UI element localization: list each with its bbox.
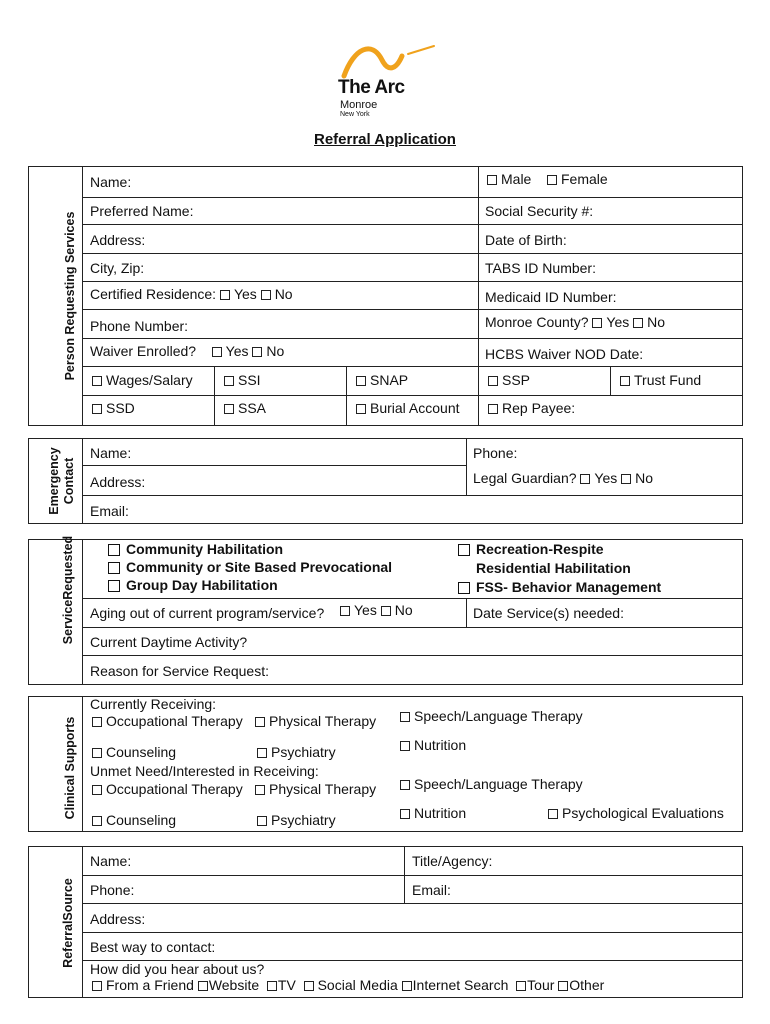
current-nutrition[interactable]: Nutrition [400, 737, 466, 753]
logo-name: The Arc [338, 77, 405, 98]
referral-section-label: ReferralSource [61, 878, 75, 968]
checkbox-icon[interactable] [92, 717, 102, 727]
income-rep-payee[interactable]: Rep Payee: [488, 400, 575, 416]
checkbox-icon[interactable] [620, 376, 630, 386]
income-burial[interactable]: Burial Account [356, 400, 460, 416]
unmet-speech[interactable]: Speech/Language Therapy [400, 776, 583, 792]
checkbox-icon[interactable] [402, 981, 412, 991]
preferred-name-label[interactable]: Preferred Name: [90, 203, 194, 219]
referral-email-label[interactable]: Email: [412, 882, 451, 898]
referral-name-label[interactable]: Name: [90, 853, 132, 869]
checkbox-icon[interactable] [548, 809, 558, 819]
checkbox-icon[interactable] [92, 376, 102, 386]
unmet-ot[interactable]: Occupational Therapy [92, 781, 243, 797]
emergency-name-label[interactable]: Name: [90, 445, 132, 461]
checkbox-icon[interactable] [580, 474, 590, 484]
service-site-prevoc[interactable]: Community or Site Based Prevocational [108, 559, 392, 575]
certified-residence[interactable]: Certified Residence: Yes No [90, 286, 293, 302]
hcbs-label[interactable]: HCBS Waiver NOD Date: [485, 346, 644, 362]
how-hear-options[interactable] [92, 977, 604, 993]
current-psychiatry[interactable]: Psychiatry [257, 744, 336, 760]
checkbox-icon[interactable] [108, 580, 120, 592]
legal-guardian[interactable]: Legal Guardian? Yes No [473, 470, 654, 486]
option-internet[interactable]: Internet Search [402, 977, 509, 993]
emergency-label-2: Contact [62, 457, 76, 505]
checkbox-icon[interactable] [255, 785, 265, 795]
checkbox-icon[interactable] [92, 748, 102, 758]
checkbox-icon[interactable] [381, 606, 391, 616]
tabs-id-label[interactable]: TABS ID Number: [485, 260, 596, 276]
aging-out-question[interactable]: Aging out of current program/service? [90, 605, 325, 621]
income-snap[interactable]: SNAP [356, 372, 408, 388]
option-other[interactable]: Other [558, 977, 604, 993]
income-ssa[interactable]: SSA [224, 400, 266, 416]
aging-out-options[interactable]: Yes No [340, 602, 413, 618]
checkbox-icon[interactable] [252, 347, 262, 357]
checkbox-icon[interactable] [92, 404, 102, 414]
checkbox-icon[interactable] [488, 376, 498, 386]
waiver-enrolled[interactable]: Waiver Enrolled? Yes No [90, 343, 285, 359]
checkbox-icon[interactable] [621, 474, 631, 484]
current-ot[interactable]: Occupational Therapy [92, 713, 243, 729]
unmet-psychiatry[interactable]: Psychiatry [257, 812, 336, 828]
income-ssi[interactable]: SSI [224, 372, 261, 388]
gender-female-option[interactable]: Female [547, 171, 608, 187]
service-group-day[interactable]: Group Day Habilitation [108, 577, 278, 593]
checkbox-icon[interactable] [400, 809, 410, 819]
checkbox-icon[interactable] [633, 318, 643, 328]
checkbox-icon[interactable] [92, 816, 102, 826]
current-counseling[interactable]: Counseling [92, 744, 176, 760]
currently-receiving-label: Currently Receiving: [90, 696, 217, 712]
phone-number-label[interactable]: Phone Number: [90, 318, 189, 334]
service-respite[interactable]: Recreation-Respite [458, 541, 604, 557]
unmet-counseling[interactable]: Counseling [92, 812, 176, 828]
current-speech[interactable]: Speech/Language Therapy [400, 708, 583, 724]
dob-label[interactable]: Date of Birth: [485, 232, 567, 248]
service-section-label: ServiceRequested [61, 535, 75, 645]
checkbox-icon[interactable] [340, 606, 350, 616]
option-tour[interactable]: Tour [512, 977, 554, 993]
checkbox-icon[interactable] [304, 981, 314, 991]
service-fss[interactable]: FSS- Behavior Management [458, 579, 661, 595]
checkbox-icon[interactable] [257, 816, 267, 826]
address-label[interactable]: Address: [90, 232, 146, 248]
checkbox-icon[interactable] [267, 981, 277, 991]
medicaid-id-label[interactable]: Medicaid ID Number: [485, 289, 617, 305]
checkbox-icon[interactable] [356, 376, 366, 386]
checkbox-icon[interactable] [92, 981, 102, 991]
checkbox-icon[interactable] [458, 582, 470, 594]
logo-state: New York [340, 111, 370, 118]
logo-monroe: Monroe [340, 99, 378, 111]
checkbox-icon[interactable] [257, 748, 267, 758]
person-section-label: Person Requesting Services [63, 211, 77, 381]
checkbox-icon[interactable] [356, 404, 366, 414]
current-pt[interactable]: Physical Therapy [255, 713, 376, 729]
checkbox-icon[interactable] [108, 562, 120, 574]
emergency-address-label[interactable]: Address: [90, 474, 146, 490]
checkbox-icon[interactable] [224, 376, 234, 386]
checkbox-icon[interactable] [261, 290, 271, 300]
option-tv[interactable]: TV [263, 977, 296, 993]
checkbox-icon[interactable] [400, 780, 410, 790]
income-ssp[interactable]: SSP [488, 372, 530, 388]
income-trust-fund[interactable]: Trust Fund [620, 372, 701, 388]
checkbox-icon[interactable] [400, 741, 410, 751]
clinical-section-label: Clinical Supports [63, 716, 77, 820]
monroe-county[interactable]: Monroe County? Yes No [485, 314, 666, 330]
date-needed-label[interactable]: Date Service(s) needed: [473, 605, 624, 621]
checkbox-icon[interactable] [198, 981, 208, 991]
checkbox-icon[interactable] [400, 712, 410, 722]
page-title: Referral Application [314, 131, 456, 148]
unmet-need-label: Unmet Need/Interested in Receiving: [90, 763, 319, 779]
best-way-label[interactable]: Best way to contact: [90, 939, 216, 955]
logo [330, 42, 440, 122]
checkbox-icon[interactable] [488, 404, 498, 414]
referral-title-agency-label[interactable]: Title/Agency: [412, 853, 493, 869]
checkbox-icon[interactable] [108, 544, 120, 556]
checkbox-icon[interactable] [558, 981, 568, 991]
option-friend[interactable]: From a Friend [92, 977, 194, 993]
ssn-label[interactable]: Social Security #: [485, 203, 594, 219]
checkbox-icon[interactable] [592, 318, 602, 328]
unmet-pt[interactable]: Physical Therapy [255, 781, 376, 797]
daytime-activity-label[interactable]: Current Daytime Activity? [90, 634, 248, 650]
income-wages[interactable]: Wages/Salary [92, 372, 193, 388]
checkbox-icon[interactable] [220, 290, 230, 300]
unmet-nutrition[interactable]: Nutrition [400, 805, 466, 821]
checkbox-icon[interactable] [516, 981, 526, 991]
unmet-psych-eval[interactable]: Psychological Evaluations [548, 805, 724, 821]
checkbox-icon[interactable] [547, 175, 557, 185]
service-residential[interactable]: Residential Habilitation [476, 560, 631, 576]
reason-label[interactable]: Reason for Service Request: [90, 663, 269, 679]
emergency-email-label[interactable]: Email: [90, 503, 129, 519]
emergency-phone-label[interactable]: Phone: [473, 445, 518, 461]
gender-male-option[interactable]: Male [487, 171, 531, 187]
referral-address-label[interactable]: Address: [90, 911, 146, 927]
income-ssd[interactable]: SSD [92, 400, 135, 416]
checkbox-icon[interactable] [92, 785, 102, 795]
emergency-label-1: Emergency [47, 447, 61, 515]
checkbox-icon[interactable] [224, 404, 234, 414]
service-community-hab[interactable]: Community Habilitation [108, 541, 283, 557]
person-name-label[interactable]: Name: [90, 174, 132, 190]
checkbox-icon[interactable] [458, 544, 470, 556]
checkbox-icon[interactable] [212, 347, 222, 357]
option-social[interactable]: Social Media [300, 977, 398, 993]
option-website[interactable]: Website [198, 977, 259, 993]
city-zip-label[interactable]: City, Zip: [90, 260, 145, 276]
referral-phone-label[interactable]: Phone: [90, 882, 135, 898]
checkbox-icon[interactable] [255, 717, 265, 727]
checkbox-icon[interactable] [487, 175, 497, 185]
how-hear-label: How did you hear about us? [90, 961, 265, 977]
